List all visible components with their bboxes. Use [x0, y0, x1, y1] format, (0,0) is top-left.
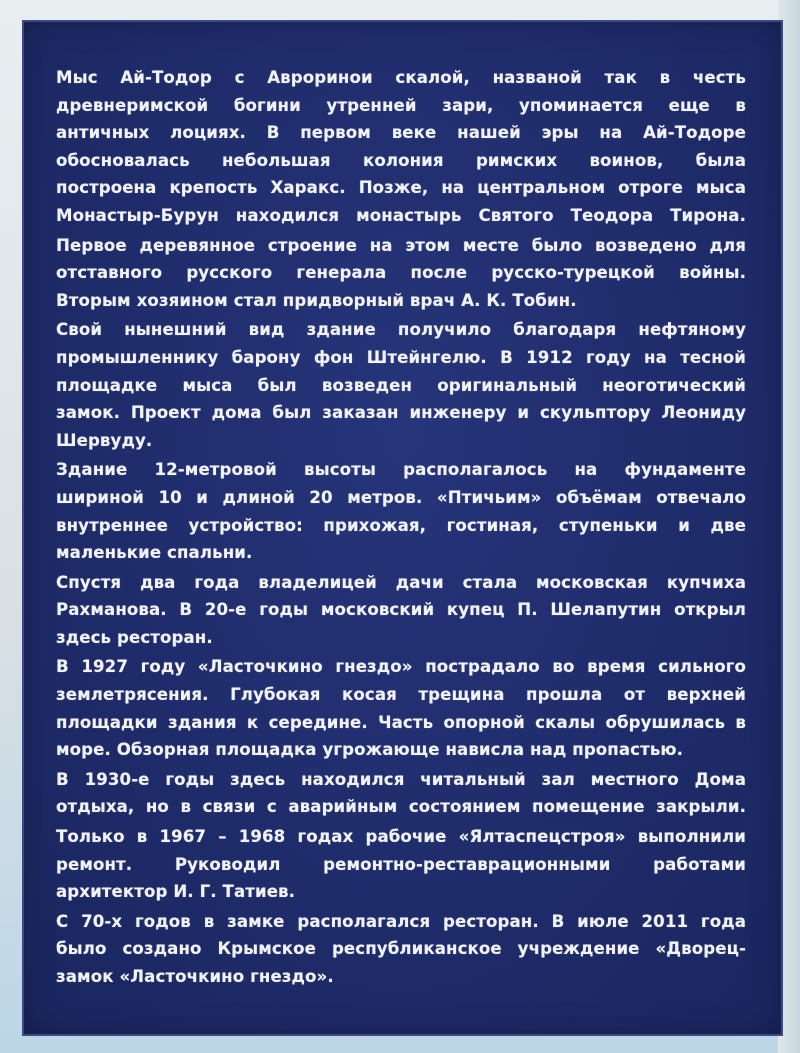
text-line: архитектор И. Г. Татиев. [56, 882, 296, 902]
text-line: Вторым хозяином стал придворный врач А. К. Тобин. [56, 290, 577, 310]
text-line: В 1927 году «Ласточкино гнездо» пострадало во время сильного [56, 657, 746, 677]
text-line: замок «Ласточкино гнездо». [56, 967, 334, 986]
text-line: площадке мыса был возведен оригинальный неоготический [56, 375, 746, 395]
paragraph [56, 766, 746, 821]
text-line: Мыс Ай-Тодор с Авроринои скалой, названой так в честь [56, 68, 746, 87]
text-line: ремонт. Руководил ремонтно-реставрационными работами [56, 854, 746, 874]
text-line: С 70-х годов в замке располагался ресторан. В июле 2011 года [56, 911, 746, 931]
text-line: Шервуду. [56, 430, 153, 450]
text-line: замок. Проект дома был заказан инженеру и скульптору Леониду [56, 403, 746, 423]
paragraph [56, 316, 746, 454]
text-line: Первое деревянное строение на этом месте было возведено для [56, 235, 746, 255]
text-line: обосновалась небольшая колония римских воинов, была [56, 150, 746, 170]
plaque-text [56, 64, 746, 991]
text-line: В 1930-е годы здесь находился читальный зал местного Дома [56, 769, 746, 789]
paragraph [56, 908, 746, 991]
text-line: было создано Крымское республиканское учреждение «Дворец- [56, 939, 746, 959]
paragraph [56, 64, 746, 230]
text-line: построена крепость Харакс. Позже, на центральном отроге мыса [56, 178, 746, 198]
text-line: землетрясения. Глубокая косая трещина прошла от верхней [56, 685, 746, 705]
text-line: Свой нынешний вид здание получило благодаря нефтяному [56, 320, 746, 340]
paragraph [56, 232, 746, 315]
text-line: отставного русского генерала после русско-турецкой войны. [56, 263, 746, 283]
paragraph [56, 569, 746, 652]
text-line: море. Обзорная площадка угрожающе нависла над пропастью. [56, 740, 684, 760]
text-line: древнеримской богини утренней зари, упоминается еще в [56, 95, 746, 115]
text-line: Спустя два года владелицей дачи стала московская купчиха [56, 572, 746, 592]
text-line: внутреннее устройство: прихожая, гостиная, ступеньки и две [56, 515, 746, 535]
text-line: отдыха, но в связи с аварийным состоянием помещение закрыли. [56, 797, 746, 817]
text-line: Только в 1967 – 1968 годах рабочие «Ялтаспецстроя» выполнили [56, 827, 746, 847]
text-line: Монастыр-Бурун находился монастырь Святого Теодора Тирона. [56, 205, 746, 225]
text-line: здесь ресторан. [56, 627, 213, 647]
paragraph [56, 653, 746, 763]
text-line: промышленнику барону фон Штейнгелю. В 1912 году на тесной [56, 347, 746, 367]
paragraph [56, 823, 746, 906]
text-line: шириной 10 и длиной 20 метров. «Птичьим» объёмам отвечало [56, 487, 746, 507]
text-line: античных лоциях. В первом веке нашей эры на Ай-Тодоре [56, 123, 746, 143]
text-line: площадки здания к середине. Часть опорной скалы обрушилась в [56, 712, 746, 732]
text-line: Здание 12-метровой высоты располагалось на фундаменте [56, 460, 746, 480]
paragraph [56, 456, 746, 566]
text-line: маленькие спальни. [56, 543, 253, 563]
text-line: Рахманова. В 20-е годы московский купец П. Шелапутин открыл [56, 600, 746, 620]
